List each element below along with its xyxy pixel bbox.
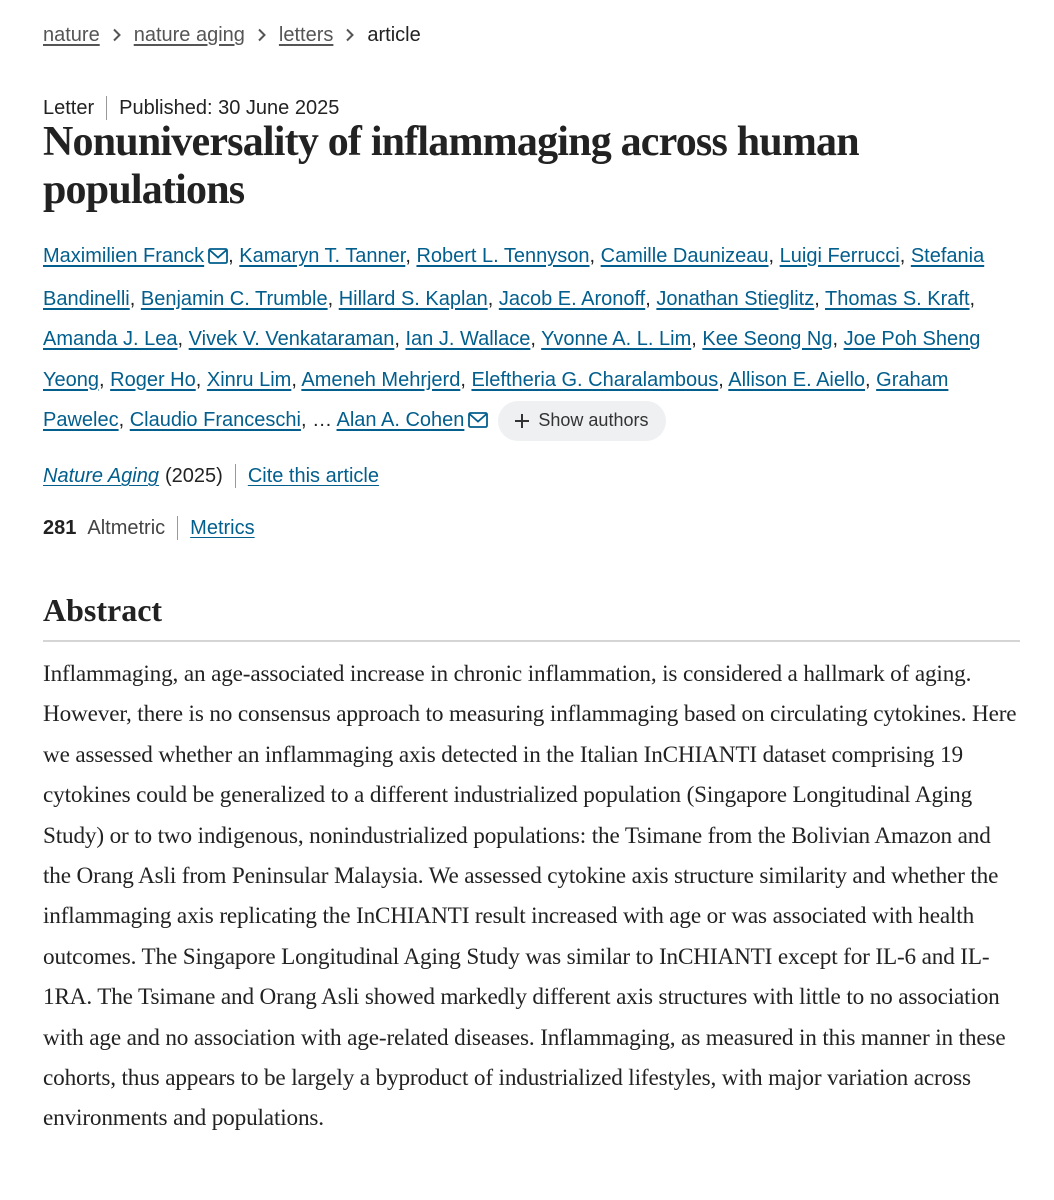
author-link[interactable]: Vivek V. Venkataraman	[188, 328, 395, 350]
author-link[interactable]: Amanda J. Lea	[43, 328, 178, 350]
metrics-link[interactable]: Metrics	[190, 517, 255, 539]
journal-year: (2025)	[165, 465, 223, 487]
author-link[interactable]: Maximilien Franck	[43, 245, 205, 267]
author-link[interactable]: Jonathan Stieglitz	[656, 287, 815, 310]
show-authors-label: Show authors	[538, 410, 649, 431]
author-link[interactable]: Allison E. Aiello	[728, 368, 866, 391]
metrics-row	[43, 514, 255, 542]
altmetric-label: Altmetric	[87, 517, 166, 539]
abstract-heading: Abstract	[43, 592, 163, 628]
divider	[235, 464, 236, 488]
abstract-text: Inflammaging, an age-associated increase in chronic inflammation, is considered a hallmark of aging. However, there is no consensus approach to measuring inflammaging based on circulating cytokines. Here we assessed whether an inflammaging axis detected in the Italian InCHIANTI dataset comprising 19 cytokines could be generalized to a different industrialized population (Singapore Longitudinal Aging Study) or to two indigenous, nonindustrialized populations: the Tsimane from the Bolivian Amazon and the Orang Asli from Peninsular Malaysia. We assessed cytokine axis structure similarity and whether the inflammaging axis replicating the InCHIANTI result increased with age or was associated with health outcomes. The Singapore Longitudinal Aging Study was similar to InCHIANTI except for IL-6 and IL-1RA. The Tsimane and Orang Asli showed markedly different axis structures with little to no association with age and no association with age-related diseases. Inflammaging, as measured in this manner in these cohorts, thus appears to be largely a byproduct of industrialized lifestyles, with major variation across environments and populations.	[43, 661, 1017, 1132]
section-divider	[43, 640, 1020, 642]
mail-icon[interactable]	[468, 402, 488, 443]
author-link[interactable]: Alan A. Cohen	[336, 409, 465, 431]
author-link[interactable]: Camille Daunizeau	[600, 245, 769, 267]
chevron-right-icon	[245, 28, 279, 42]
author-link[interactable]: Ian J. Wallace	[405, 328, 531, 350]
breadcrumb	[43, 21, 421, 49]
author-link[interactable]: Luigi Ferrucci	[779, 245, 900, 267]
cite-this-article-link[interactable]: Cite this article	[247, 465, 379, 487]
author-link[interactable]: Xinru Lim	[206, 368, 292, 391]
breadcrumb-link-nature[interactable]: nature	[43, 24, 100, 46]
author-link[interactable]: Claudio Franceschi	[129, 409, 301, 431]
author-link[interactable]: Eleftheria G. Charalambous	[471, 368, 719, 391]
author-list: Maximilien Franck , Kamaryn T. Tanner, Robert L. Tennyson, Camille Daunizeau, Luigi Ferrucci, Stefania Bandinelli, Benjamin C. Trumble, Hillard S. Kaplan, Jacob E. Aronoff, Jonathan Stieglitz, Thomas S. Kraft, Amanda J. Lea, Vivek V. Venkataraman, Ian J. Wallace, Yvonne A. L. Lim, Kee Seong Ng, Joe Poh Sheng Yeong, Roger Ho, Xinru Lim, Ameneh Mehrjerd, Eleftheria G. Charalambous, Allison E. Aiello, Graham Pawelec, Claudio Franceschi, … Alan A. Cohen Show authors	[43, 236, 1018, 443]
author-link[interactable]: Graham Pawelec	[43, 368, 949, 431]
author-link[interactable]: Jacob E. Aronoff	[498, 287, 646, 310]
altmetric-score: 281	[43, 517, 77, 539]
author-ellipsis: …	[312, 409, 333, 431]
author-link[interactable]: Kee Seong Ng	[702, 328, 833, 350]
chevron-right-icon	[100, 28, 134, 42]
breadcrumb-link-nature-aging[interactable]: nature aging	[133, 24, 245, 46]
author-link[interactable]: Roger Ho	[110, 368, 196, 391]
author-link[interactable]: Robert L. Tennyson	[416, 245, 590, 267]
journal-link[interactable]: Nature Aging	[43, 465, 159, 487]
author-link[interactable]: Thomas S. Kraft	[825, 287, 970, 310]
author-link[interactable]: Ameneh Mehrjerd	[301, 368, 461, 391]
show-authors-button[interactable]	[498, 401, 666, 441]
author-link[interactable]: Joe Poh Sheng Yeong	[43, 328, 981, 391]
breadcrumb-current: article	[367, 24, 421, 46]
breadcrumb-link-letters[interactable]: letters	[278, 24, 334, 46]
plus-icon	[514, 413, 530, 429]
published-date: Published: 30 June 2025	[119, 97, 340, 119]
author-link[interactable]: Stefania Bandinelli	[43, 245, 985, 310]
mail-icon[interactable]	[208, 238, 228, 279]
article-type: Letter	[43, 97, 95, 119]
chevron-right-icon	[333, 28, 367, 42]
author-link[interactable]: Benjamin C. Trumble	[140, 287, 328, 310]
article-title: Nonuniversality of inflammaging across human populations	[43, 119, 859, 213]
divider	[106, 96, 107, 120]
citation-row	[43, 462, 379, 490]
author-link[interactable]: Hillard S. Kaplan	[338, 287, 488, 310]
divider	[177, 516, 178, 540]
author-link[interactable]: Kamaryn T. Tanner	[239, 245, 406, 267]
author-link[interactable]: Yvonne A. L. Lim	[541, 328, 692, 350]
